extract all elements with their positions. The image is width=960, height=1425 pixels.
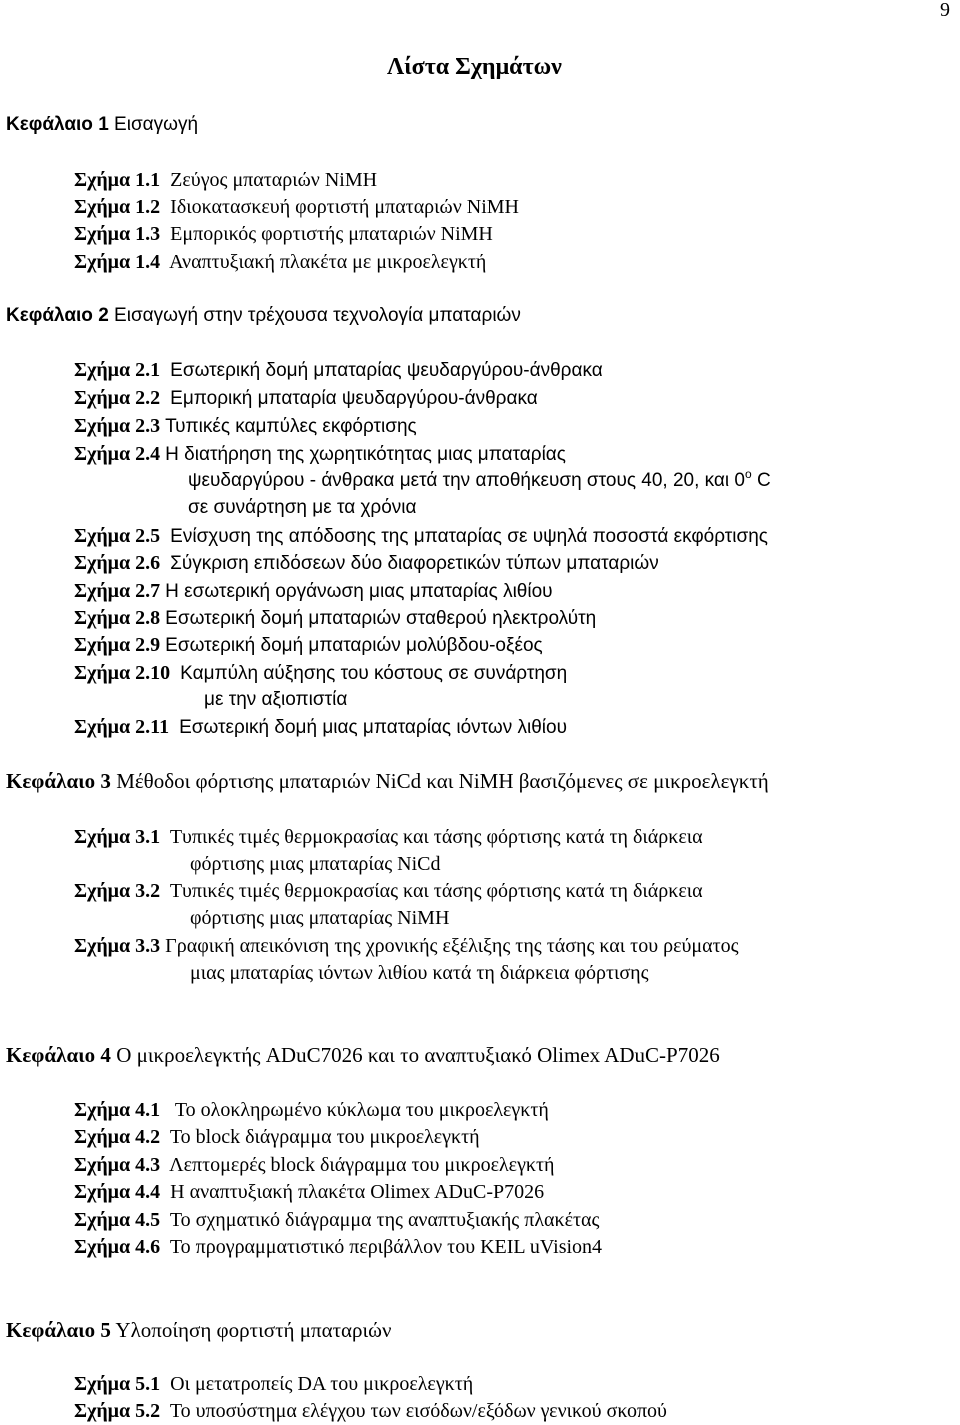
figure-caption-continuation (188, 469, 771, 493)
figure-caption: Εμπορικός φορτιστής μπαταριών NiMH (170, 223, 493, 245)
figure-caption: Το ολοκληρωμένο κύκλωμα του μικροελεγκτή (174, 1099, 549, 1121)
figure-entry (74, 1399, 667, 1423)
chapter-heading (6, 1318, 392, 1342)
figure-caption: Καμπύλη αύξησης του κόστους σε συνάρτηση (180, 663, 568, 684)
figure-entry (74, 825, 703, 849)
figure-entry (74, 386, 538, 411)
figure-label: Σχήμα 2.6 (74, 552, 161, 574)
figure-label: Σχήμα 2.10 (74, 662, 171, 684)
figure-entry (74, 250, 486, 274)
figure-caption-continuation: με την αξιοπιστία (204, 689, 348, 710)
page-number: 9 (940, 0, 950, 21)
figure-label: Σχήμα 1.4 (74, 251, 161, 273)
figure-caption: Η εσωτερική οργάνωση μιας μπαταρίας λιθίου (165, 581, 553, 602)
figure-caption: Το υποσύστημα ελέγχου των εισόδων/εξόδων γενικού σκοπού (169, 1400, 667, 1422)
figure-caption: Το προγραμματιστικό περιβάλλον του KEIL uVision4 (169, 1236, 603, 1258)
figure-entry (74, 195, 519, 219)
figure-entry (74, 1125, 480, 1149)
chapter-title: Εισαγωγή (114, 114, 199, 135)
figure-caption: Εμπορική μπαταρία ψευδαργύρου-άνθρακα (170, 388, 538, 409)
figure-entry (74, 879, 703, 903)
figure-caption: Εσωτερική δομή μπαταριών σταθερού ηλεκτρολύτη (165, 608, 597, 629)
chapter-heading (6, 113, 198, 137)
figure-caption-continuation: σε συνάρτηση με τα χρόνια (188, 497, 417, 518)
figure-caption: Τυπικές τιμές θερμοκρασίας και τάσης φόρτισης κατά τη διάρκεια (169, 826, 703, 848)
figure-caption: Σύγκριση επιδόσεων δύο διαφορετικών τύπων μπαταριών (170, 553, 659, 574)
figure-label: Σχήμα 1.3 (74, 223, 161, 245)
figure-entry (74, 1372, 473, 1396)
figure-entry (74, 168, 377, 192)
figure-entry (74, 715, 567, 740)
figure-label: Σχήμα 4.3 (74, 1154, 161, 1176)
chapter-title: Ο μικροελεγκτής ADuC7026 και το αναπτυξιακό Olimex ADuC-P7026 (116, 1043, 720, 1067)
figure-entry (74, 358, 603, 383)
figure-caption: Ζεύγος μπαταριών NiMH (170, 169, 378, 191)
figure-label: Σχήμα 4.4 (74, 1181, 161, 1203)
figure-label: Σχήμα 2.11 (74, 716, 170, 738)
figure-caption: Εσωτερική δομή μπαταρίας ψευδαργύρου-άνθρακα (170, 360, 603, 381)
figure-label: Σχήμα 3.1 (74, 826, 161, 848)
figure-label: Σχήμα 3.3 (74, 935, 161, 957)
chapter-title: Εισαγωγή στην τρέχουσα τεχνολογία μπαταριών (114, 305, 521, 326)
page-title: Λίστα Σχημάτων (387, 54, 562, 80)
chapter-label: Κεφάλαιο 4 (6, 1043, 111, 1067)
figure-caption-line: ψευδαργύρου - άνθρακα μετά την αποθήκευση στους 40, 20, και 0 (188, 470, 745, 491)
chapter-title: Μέθοδοι φόρτισης μπαταριών NiCd και NiMH βασιζόμενες σε μικροελεγκτή (116, 769, 769, 793)
figure-entry (74, 579, 553, 604)
figure-caption: Οι μετατροπείς DA του μικροελεγκτή (170, 1373, 474, 1395)
figure-label: Σχήμα 4.5 (74, 1209, 161, 1231)
figure-label: Σχήμα 2.2 (74, 387, 161, 409)
figure-entry (74, 1235, 602, 1259)
figure-caption: Τυπικές τιμές θερμοκρασίας και τάσης φόρτισης κατά τη διάρκεια (169, 880, 703, 902)
figure-entry (74, 414, 417, 439)
figure-entry (74, 222, 493, 246)
chapter-label: Κεφάλαιο 3 (6, 769, 111, 793)
figure-caption-continuation: μιας μπαταρίας ιόντων λιθίου κατά τη διάρκεια φόρτισης (190, 962, 649, 984)
chapter-label: Κεφάλαιο 2 (6, 305, 109, 326)
figure-caption: Το σχηματικό διάγραμμα της αναπτυξιακής πλακέτας (169, 1209, 600, 1231)
figure-caption-continuation: φόρτισης μιας μπαταρίας NiCd (190, 853, 441, 875)
figure-caption: Ιδιοκατασκευή φορτιστή μπαταριών NiMH (170, 196, 519, 218)
figure-label: Σχήμα 3.2 (74, 880, 161, 902)
figure-caption: Η διατήρηση της χωρητικότητας μιας μπαταρίας (165, 444, 566, 465)
figure-label: Σχήμα 2.4 (74, 443, 161, 465)
figure-label: Σχήμα 2.1 (74, 359, 161, 381)
figure-entry (74, 524, 768, 549)
figure-entry (74, 442, 566, 467)
chapter-heading (6, 769, 769, 793)
figure-caption: Το block διάγραμμα του μικροελεγκτή (169, 1126, 480, 1148)
figure-caption: Εσωτερική δομή μιας μπαταρίας ιόντων λιθίου (179, 717, 567, 738)
figure-entry (74, 551, 659, 576)
chapter-title: Υλοποίηση φορτιστή μπαταριών (115, 1318, 392, 1342)
chapter-heading (6, 304, 521, 328)
figure-caption: Γραφική απεικόνιση της χρονικής εξέλιξης της τάσης και του ρεύματος (165, 935, 739, 957)
figure-label: Σχήμα 1.2 (74, 196, 161, 218)
figure-label: Σχήμα 2.3 (74, 415, 161, 437)
figure-entry (74, 661, 567, 686)
figure-label: Σχήμα 2.7 (74, 580, 161, 602)
figure-label: Σχήμα 5.1 (74, 1373, 161, 1395)
figure-label: Σχήμα 2.5 (74, 525, 161, 547)
figure-entry (74, 1098, 549, 1122)
figure-entry (74, 1180, 544, 1204)
figure-label: Σχήμα 4.2 (74, 1126, 161, 1148)
figure-label: Σχήμα 2.8 (74, 607, 161, 629)
figure-caption: Ενίσχυση της απόδοσης της μπαταρίας σε υψηλά ποσοστά εκφόρτισης (170, 526, 768, 547)
figure-entry (74, 934, 739, 958)
figure-label: Σχήμα 1.1 (74, 169, 161, 191)
figure-label: Σχήμα 4.6 (74, 1236, 161, 1258)
figure-entry (74, 633, 543, 658)
figure-caption: Τυπικές καμπύλες εκφόρτισης (165, 416, 417, 437)
figure-caption: Η αναπτυξιακή πλακέτα Olimex ADuC-P7026 (170, 1181, 545, 1203)
degree-superscript: o (744, 467, 752, 481)
chapter-heading (6, 1043, 720, 1067)
chapter-label: Κεφάλαιο 1 (6, 114, 109, 135)
figure-label: Σχήμα 5.2 (74, 1400, 161, 1422)
figure-caption: Αναπτυξιακή πλακέτα με μικροελεγκτή (169, 251, 487, 273)
figure-entry (74, 606, 596, 631)
figure-caption: Εσωτερική δομή μπαταριών μολύβδου-οξέος (165, 635, 543, 656)
figure-caption: Λεπτομερές block διάγραμμα του μικροελεγκτή (169, 1154, 555, 1176)
chapter-label: Κεφάλαιο 5 (6, 1318, 111, 1342)
figure-label: Σχήμα 2.9 (74, 634, 161, 656)
figure-entry (74, 1153, 554, 1177)
figure-entry (74, 1208, 599, 1232)
figure-label: Σχήμα 4.1 (74, 1099, 161, 1121)
figure-caption-continuation: φόρτισης μιας μπαταρίας NiMH (190, 907, 450, 929)
figure-caption-unit: C (751, 470, 771, 491)
